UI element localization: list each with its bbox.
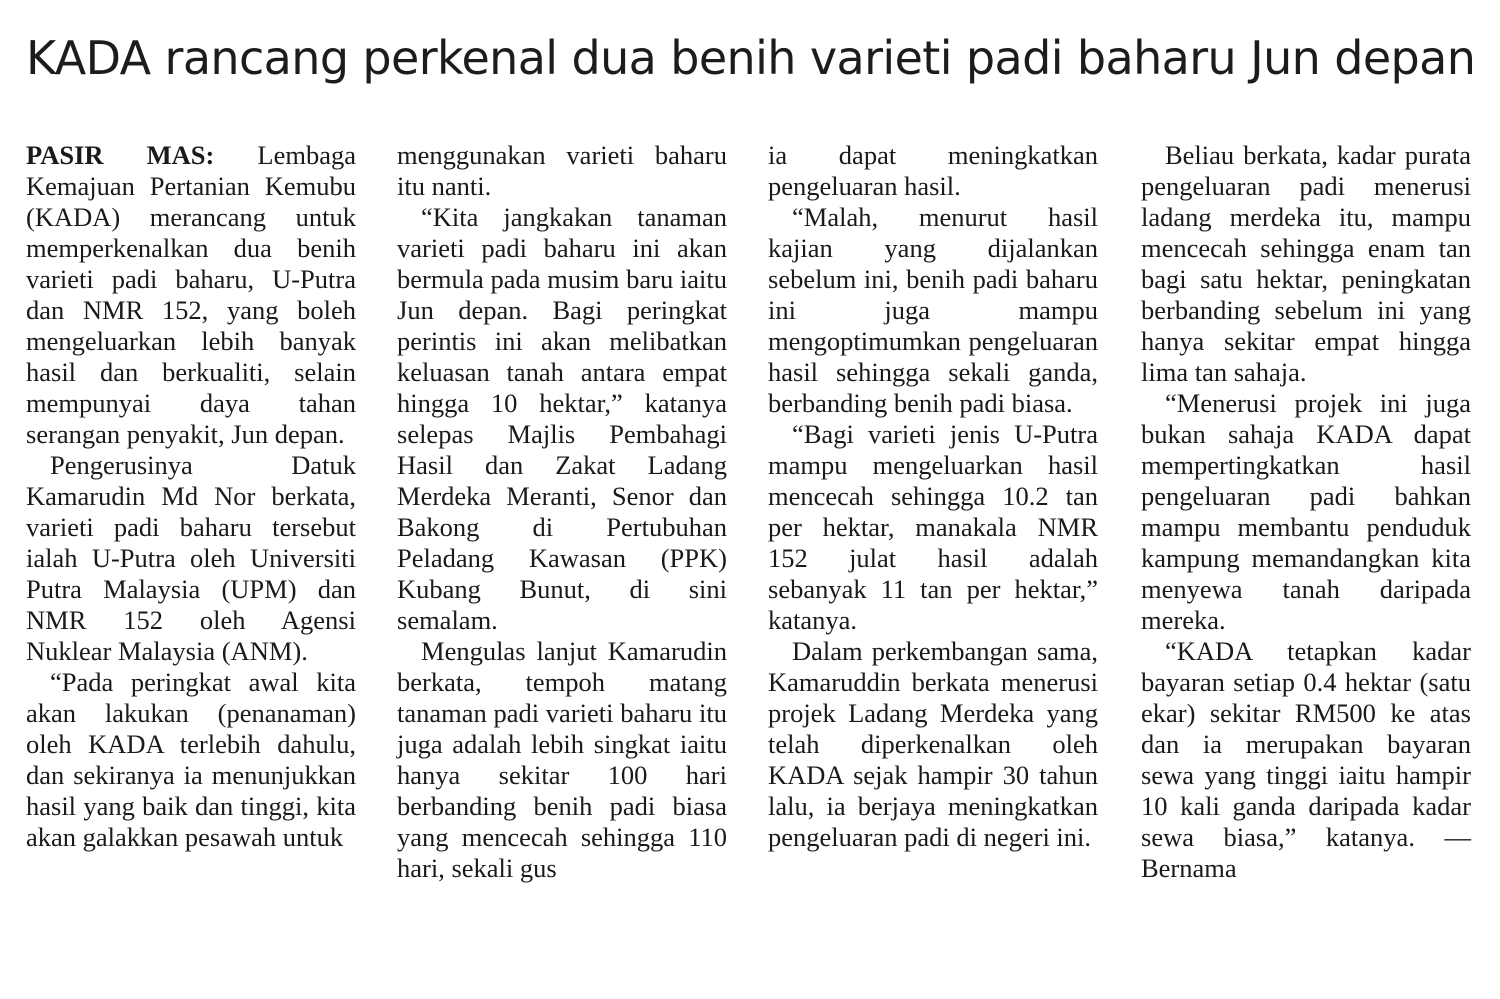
article-column-4: [1141, 140, 1471, 884]
article-paragraph: “Menerusi projek ini juga bukan sahaja KADA dapat mempertingkatkan hasil pengeluaran padi bahkan mampu membantu penduduk kampung memandangkan kita menyewa tanah daripada mereka.: [1141, 388, 1471, 635]
article-paragraph: Pengerusinya Datuk Kamarudin Md Nor berkata, varieti padi baharu tersebut ialah U-Putra oleh Universiti Putra Malaysia (UPM) dan NMR 152 oleh Agensi Nuklear Malaysia (ANM).: [26, 450, 356, 666]
article-paragraph: “Bagi varieti jenis U-Putra mampu mengeluarkan hasil mencecah sehingga 10.2 tan per hektar, manakala NMR 152 julat hasil adalah sebanyak 11 tan per hektar,” katanya.: [768, 419, 1098, 635]
article-paragraph: ia dapat meningkatkan pengeluaran hasil.: [768, 140, 1098, 201]
article-paragraph: “Kita jangkakan tanaman varieti padi baharu ini akan bermula pada musim baru iaitu Jun depan. Bagi peringkat perintis ini akan melibatkan keluasan tanah antara empat hingga 10 hektar,” katanya selepas Majlis Pembahagi Hasil dan Zakat Ladang Merdeka Meranti, Senor dan Bakong di Pertubuhan Peladang Kawasan (PPK) Kubang Bunut, di sini semalam.: [397, 202, 727, 635]
article-paragraph: “KADA tetapkan kadar bayaran setiap 0.4 hektar (satu ekar) sekitar RM500 ke atas dan ia merupakan bayaran sewa yang tinggi iaitu hampir 10 kali ganda daripada kadar sewa biasa,” katanya. — Bernama: [1141, 636, 1471, 883]
article-paragraph: Beliau berkata, kadar purata pengeluaran padi menerusi ladang merdeka itu, mampu mencecah sehingga enam tan bagi satu hektar, peningkatan berbanding sebelum ini yang hanya sekitar empat hingga lima tan sahaja.: [1141, 140, 1471, 387]
article-column-3: [768, 140, 1098, 853]
article-paragraph: [26, 140, 356, 450]
article-paragraph: Mengulas lanjut Kamarudin berkata, tempoh matang tanaman padi varieti baharu itu juga adalah lebih singkat iaitu hanya sekitar 100 hari berbanding benih padi biasa yang mencecah sehingga 110 hari, sekali gus: [397, 636, 727, 883]
dateline: PASIR MAS:: [26, 140, 215, 170]
article-paragraph: Dalam perkembangan sama, Kamaruddin berkata menerusi projek Ladang Merdeka yang telah diperkenalkan oleh KADA sejak hampir 30 tahun lalu, ia berjaya meningkatkan pengeluaran padi di negeri ini.: [768, 636, 1098, 852]
article-headline: KADA rancang perkenal dua benih varieti padi baharu Jun depan: [26, 31, 1476, 85]
article-paragraph: “Malah, menurut hasil kajian yang dijalankan sebelum ini, benih padi baharu ini juga mampu mengoptimumkan pengeluaran hasil sehingga sekali ganda, berbanding benih padi biasa.: [768, 202, 1098, 418]
article-column-2: [397, 140, 727, 884]
article-column-1: [26, 140, 356, 853]
paragraph-text: Lembaga Kemajuan Pertanian Kemubu (KADA) merancang untuk memperkenalkan dua benih varieti padi baharu, U-Putra dan NMR 152, yang boleh mengeluarkan lebih banyak hasil dan berkualiti, selain mempunyai daya tahan serangan penyakit, Jun depan.: [26, 140, 357, 449]
article-paragraph: menggunakan varieti baharu itu nanti.: [397, 140, 727, 201]
article-paragraph: “Pada peringkat awal kita akan lakukan (penanaman) oleh KADA terlebih dahulu, dan sekiranya ia menunjukkan hasil yang baik dan tinggi, kita akan galakkan pesawah untuk: [26, 667, 356, 852]
